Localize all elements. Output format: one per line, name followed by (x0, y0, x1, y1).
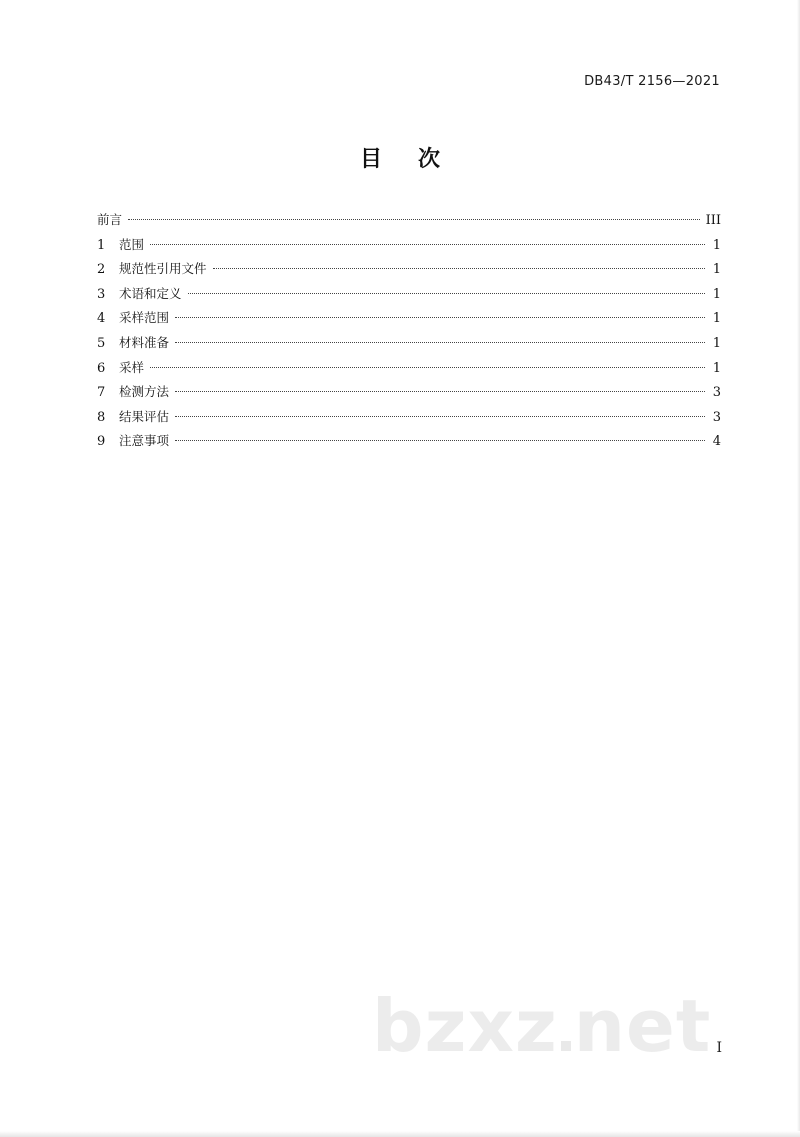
toc-entry-sampling[interactable] (97, 356, 721, 381)
toc-entry-label: 前言 (97, 212, 123, 227)
toc-entry-page: 1 (712, 311, 721, 327)
watermark (372, 984, 712, 1068)
toc-entry-number: 6 (97, 360, 106, 376)
toc-entry-foreword[interactable] (97, 208, 721, 233)
toc-leader-dots (175, 440, 705, 441)
table-of-contents (97, 208, 721, 454)
toc-entry-number: 5 (97, 335, 106, 351)
toc-entry-number: 3 (97, 286, 106, 302)
watermark-text-right: net (573, 984, 712, 1068)
toc-leader-dots (150, 244, 705, 245)
toc-entry-number: 4 (97, 311, 106, 327)
toc-entry-label: 材料准备 (119, 334, 170, 350)
page-number: I (716, 1040, 722, 1056)
toc-leader-dots (175, 416, 705, 417)
toc-leader-dots (188, 293, 705, 294)
toc-entry-label: 范围 (119, 236, 145, 252)
toc-entry-materials[interactable] (97, 331, 721, 356)
toc-leader-dots (175, 391, 705, 392)
toc-title (0, 142, 800, 173)
toc-entry-label: 术语和定义 (119, 285, 182, 301)
toc-entry-number: 8 (97, 409, 106, 425)
toc-entry-sampling-scope[interactable] (97, 306, 721, 331)
page-edge-bottom (0, 1131, 800, 1137)
toc-entry-page: 1 (712, 237, 721, 253)
toc-entry-page: 1 (712, 286, 721, 302)
toc-entry-page: 1 (712, 262, 721, 278)
toc-title-char-2: 次 (418, 147, 441, 172)
toc-entry-page: 3 (712, 385, 721, 401)
toc-leader-dots (213, 268, 705, 269)
toc-entry-page: III (705, 213, 721, 228)
toc-leader-dots (150, 367, 705, 368)
toc-entry-precautions[interactable] (97, 429, 721, 454)
toc-entry-number: 9 (97, 434, 106, 450)
toc-leader-dots (175, 317, 705, 318)
toc-entry-result-evaluation[interactable] (97, 405, 721, 430)
toc-entry-number: 1 (97, 237, 106, 253)
toc-entry-number: 7 (97, 385, 106, 401)
toc-entry-label: 结果评估 (119, 408, 170, 424)
watermark-text-left: bzxz (372, 984, 558, 1068)
toc-entry-page: 1 (712, 360, 721, 376)
toc-leader-dots (128, 219, 700, 220)
toc-entry-normative-references[interactable] (97, 257, 721, 282)
toc-entry-page: 4 (712, 434, 721, 450)
toc-entry-label: 采样范围 (119, 310, 170, 326)
toc-entry-terms-definitions[interactable] (97, 282, 721, 307)
toc-entry-label: 规范性引用文件 (119, 261, 207, 277)
toc-entry-label: 采样 (119, 359, 145, 375)
toc-entry-page: 1 (712, 335, 721, 351)
toc-entry-label: 注意事项 (119, 433, 170, 449)
standard-code: DB43/T 2156—2021 (584, 74, 720, 89)
toc-entry-page: 3 (712, 409, 721, 425)
toc-entry-test-methods[interactable] (97, 380, 721, 405)
toc-entry-scope[interactable] (97, 233, 721, 258)
toc-entry-number: 2 (97, 262, 106, 278)
watermark-dot (561, 1041, 571, 1051)
toc-entry-label: 检测方法 (119, 384, 170, 400)
toc-title-char-1: 目 (359, 147, 382, 172)
toc-leader-dots (175, 342, 705, 343)
